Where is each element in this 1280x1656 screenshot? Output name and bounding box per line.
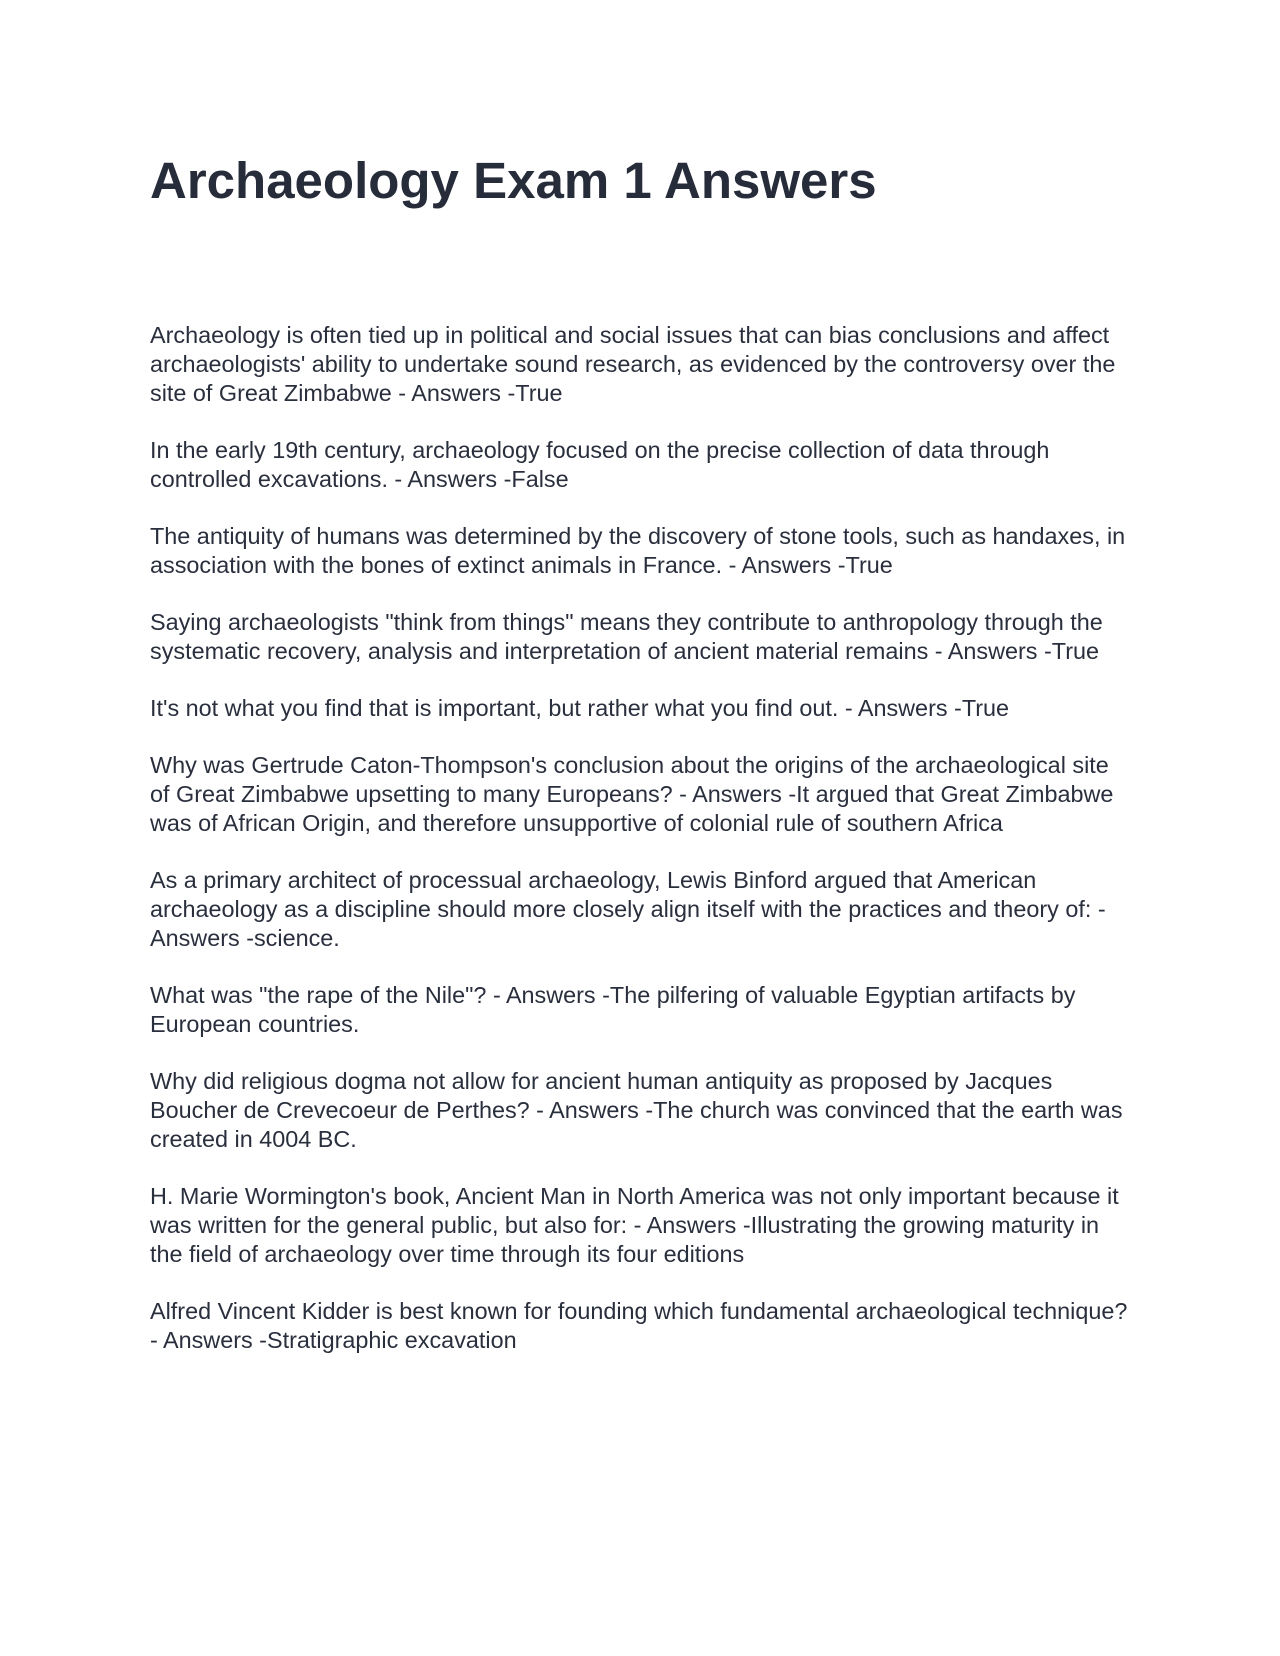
qa-item: As a primary architect of processual archaeology, Lewis Binford argued that American archaeology as a discipline should more closely align itself with the practices and theory of: - Answers -science. <box>150 867 1106 951</box>
qa-item: Why was Gertrude Caton-Thompson's conclusion about the origins of the archaeological site of Great Zimbabwe upsetting to many Europeans? - Answers -It argued that Great Zimbabwe was of African Origin, and therefore unsupportive of colonial rule of southern Africa <box>150 752 1114 836</box>
qa-item: It's not what you find that is important, but rather what you find out. - Answers -True <box>150 695 1010 721</box>
qa-item: The antiquity of humans was determined by the discovery of stone tools, such as handaxes, in association with the bones of extinct animals in France. - Answers -True <box>150 523 1126 578</box>
qa-item: Alfred Vincent Kidder is best known for founding which fundamental archaeological technique? - Answers -Stratigraphic excavation <box>150 1298 1128 1353</box>
page-title: Archaeology Exam 1 Answers <box>150 152 877 209</box>
qa-item: What was "the rape of the Nile"? - Answers -The pilfering of valuable Egyptian artifacts by European countries. <box>150 982 1076 1037</box>
qa-item: Saying archaeologists "think from things" means they contribute to anthropology through the systematic recovery, analysis and interpretation of ancient material remains - Answers -True <box>150 609 1103 664</box>
qa-item: H. Marie Wormington's book, Ancient Man in North America was not only important because it was written for the general public, but also for: - Answers -Illustrating the growing maturity in the field of archaeology over time through its four editions <box>150 1183 1119 1267</box>
qa-list <box>150 321 1130 1383</box>
qa-item: Why did religious dogma not allow for ancient human antiquity as proposed by Jacques Boucher de Crevecoeur de Perthes? - Answers -The church was convinced that the earth was created in 4004 BC. <box>150 1068 1123 1152</box>
qa-item: In the early 19th century, archaeology focused on the precise collection of data through controlled excavations. - Answers -False <box>150 437 1050 492</box>
qa-item: Archaeology is often tied up in political and social issues that can bias conclusions and affect archaeologists' ability to undertake sound research, as evidenced by the controversy over the site of Great Zimbabwe - Answers -True <box>150 322 1116 406</box>
